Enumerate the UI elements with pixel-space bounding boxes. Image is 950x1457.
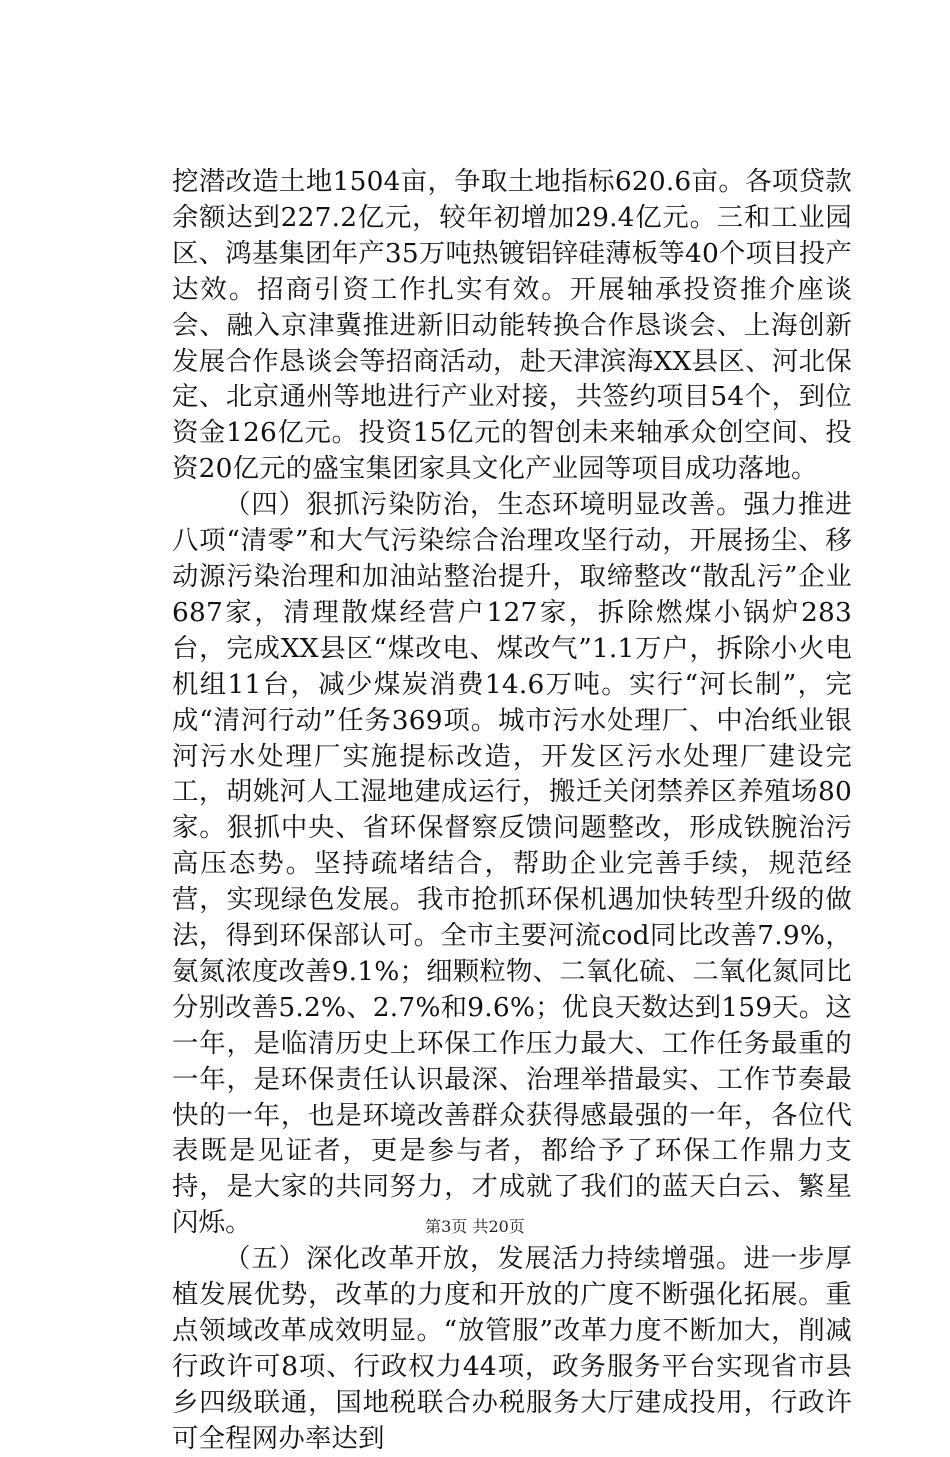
paragraph-1: 挖潜改造土地1504亩，争取土地指标620.6亩。各项贷款余额达到227.2亿元，较年初增加29.4亿元。三和工业园区、鸿基集团年产35万吨热镀铝锌硅薄板等40个项目投产达效。招商引资工作扎实有效。开展轴承投资推介座谈会、融入京津冀推进新旧动能转换合作恳谈会、上海创新发展合作恳谈会等招商活动，赴天津滨海XX县区、河北保定、北京通州等地进行产业对接，共签约项目54个，到位资金126亿元。投资15亿元的智创未来轴承众创空间、投资20亿元的盛宝集团家具文化产业园等项目成功落地。 [172, 166, 852, 485]
page-number-footer: 第3页 共20页 [425, 1217, 525, 1236]
paragraph-2-section-four: （四）狠抓污染防治，生态环境明显改善。强力推进八项“清零”和大气污染综合治理攻坚行动，开展扬尘、移动源污染治理和加油站整治提升，取缔整改“散乱污”企业687家，清理散煤经营户127家，拆除燃煤小锅炉283台，完成XX县区“煤改电、煤改气”1.1万户，拆除小火电机组11台，减少煤炭消费14.6万吨。实行“河长制”，完成“清河行动”任务369项。城市污水处理厂、中冶纸业银河污水处理厂实施提标改造，开发区污水处理厂建设完工，胡姚河人工湿地建成运行，搬迁关闭禁养区养殖场80家。狠抓中央、省环保督察反馈问题整改，形成铁腕治污高压态势。坚持疏堵结合，帮助企业完善手续，规范经营，实现绿色发展。我市抢抓环保机遇加快转型升级的做法，得到环保部认可。全市主要河流cod同比改善7.9%，氨氮浓度改善9.1%；细颗粒物、二氧化硫、二氧化氮同比分别改善5.2%、2.7%和9.6%；优良天数达到159天。这一年，是临清历史上环保工作压力最大、工作任务最重的一年，是环保责任认识最深、治理举措最实、工作节奏最快的一年，也是环境改善群众获得感最强的一年，各位代表既是见证者，更是参与者，都给予了环保工作鼎力支持，是大家的共同努力，才成就了我们的蓝天白云、繁星闪烁。 [172, 489, 852, 1239]
paragraph-3-section-five: （五）深化改革开放，发展活力持续增强。进一步厚植发展优势，改革的力度和开放的广度不断强化拓展。重点领域改革成效明显。“放管服”改革力度不断加大，削减行政许可8项、行政权力44项，政务服务平台实现省市县乡四级联通，国地税联合办税服务大厅建成投用，行政许可全程网办率达到 [172, 1243, 852, 1454]
document-body [172, 164, 852, 1457]
